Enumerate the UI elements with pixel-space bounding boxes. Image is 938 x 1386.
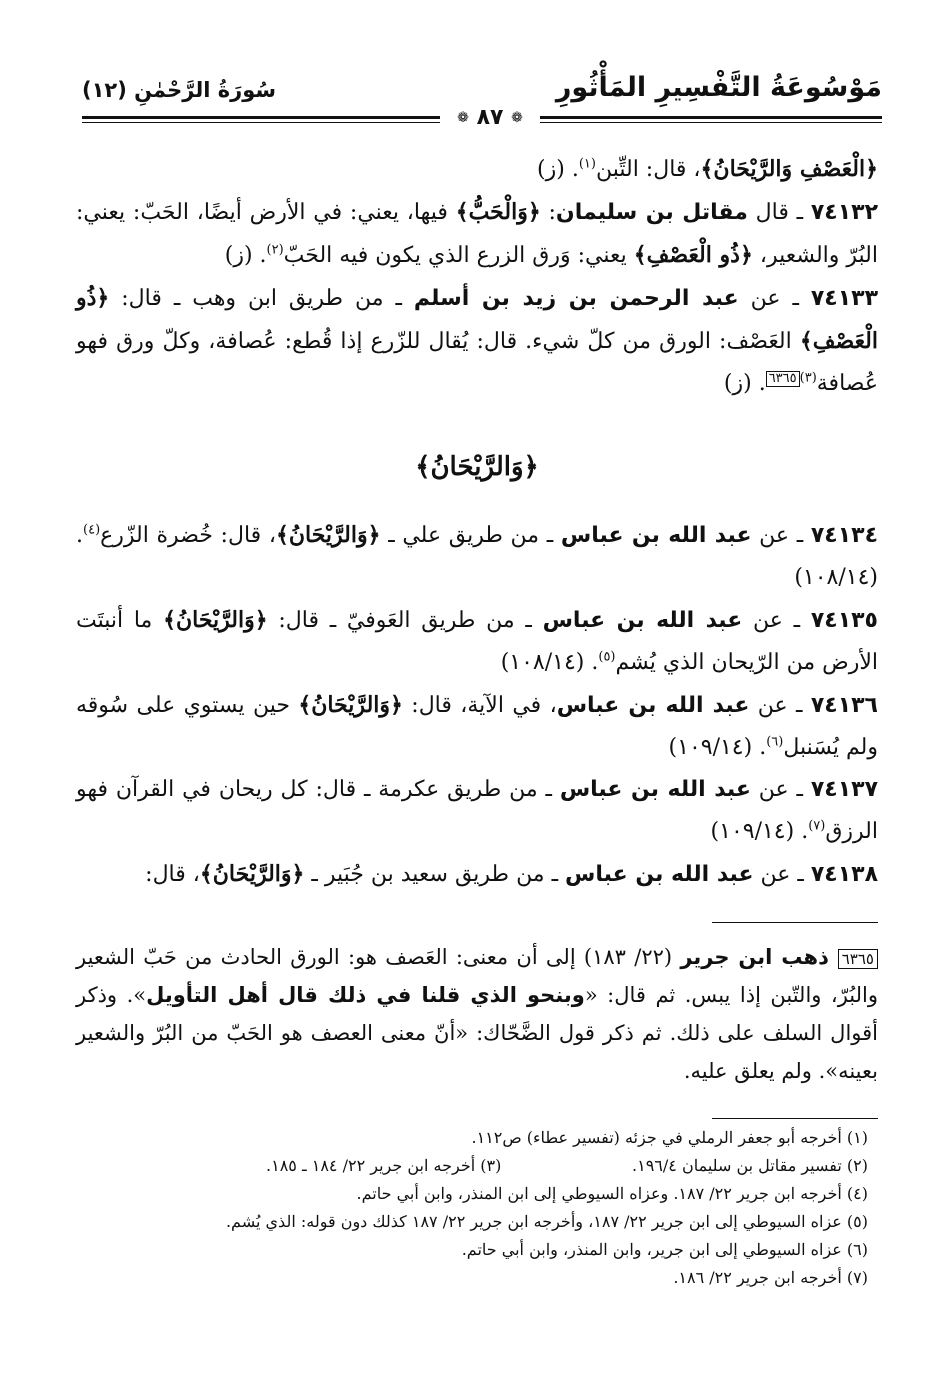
entry-74138: ٧٤١٣٨ ـ عن عبد الله بن عباس ـ من طريق سعيد بن جُبَير ـ ﴿وَالرَّيْحَانُ﴾، قال: bbox=[145, 861, 878, 887]
commentary-ref-box: ٦٣٦٥ bbox=[766, 371, 800, 387]
entry-74133: ٧٤١٣٣ ـ عن عبد الرحمن بن زيد بن أسلم ـ من طريق ابن وهب ـ قال: ﴿ذُو الْعَصْفِ﴾ العَصْف: الورق من كلّ شيء. قال: يُقال للزّرع إذا قُطع: عُصافة، وكلّ ورق فهو عُصافة$^{(٣)}$٦٣٦٥. (ز) bbox=[76, 285, 878, 396]
commentary-separator bbox=[712, 922, 878, 923]
continuation-line: ﴿الْعَصْفِ وَالرَّيْحَانُ﴾، قال: التِّبن$^{(١)}$. (ز) bbox=[537, 156, 878, 182]
main-text-2 bbox=[76, 514, 878, 896]
commentary-number-box: ٦٣٦٥ bbox=[838, 949, 878, 969]
footnote-7: (٧) أخرجه ابن جرير ٢٢/ ١٨٦. bbox=[673, 1268, 868, 1287]
entry-74137: ٧٤١٣٧ ـ عن عبد الله بن عباس ـ من طريق عكرمة ـ قال: كل ريحان في القرآن فهو الرزق$^{(٧)}$. (١٠٩/١٤) bbox=[76, 777, 878, 844]
page-number: ٨٧ bbox=[476, 105, 504, 130]
surah-title: سُورَةُ الرَّحْمٰنِ (١٢) bbox=[82, 78, 277, 102]
footnote-5: (٥) عزاه السيوطي إلى ابن جرير ٢٢/ ١٨٧، وأخرجه ابن جرير ٢٢/ ١٨٧ كذلك دون قوله: الذي يُشم. bbox=[225, 1212, 868, 1231]
footnote-row-2-3 bbox=[96, 1152, 868, 1180]
entry-74135: ٧٤١٣٥ ـ عن عبد الله بن عباس ـ من طريق العَوفيّ ـ قال: ﴿وَالرَّيْحَانُ﴾ ما أنبتَت الأرض من الرّيحان الذي يُشم$^{(٥)}$. (١٠٨/١٤) bbox=[76, 607, 878, 675]
footnotes bbox=[96, 1124, 868, 1292]
footnote-separator bbox=[712, 1118, 878, 1119]
footnote-6: (٦) عزاه السيوطي إلى ابن جرير، وابن المنذر، وابن أبي حاتم. bbox=[461, 1240, 868, 1259]
commentary-block: ٦٣٦٥ ذهب ابن جرير (٢٢/ ١٨٣) إلى أن معنى: العَصف هو: الورق الحادث من حَبّ الشعير والبُرّ، والتّبن إذا يبس. ثم قال: «وبنحو الذي قلنا في ذلك قال أهل التأويل». وذكر أقوال السلف على ذلك. ثم ذكر قول الضَّحّاك: «أنّ معنى العصف هو الحَبّ من البُرّ والشعير بعينه». ولم يعلق عليه. bbox=[76, 945, 878, 1083]
footnote-2: (٢) تفسير مقاتل بن سليمان ١٩٦/٤. bbox=[632, 1156, 868, 1175]
footnote-4: (٤) أخرجه ابن جرير ٢٢/ ١٨٧. وعزاه السيوطي إلى ابن المنذر، وابن أبي حاتم. bbox=[356, 1184, 868, 1203]
entry-74132: ٧٤١٣٢ ـ قال مقاتل بن سليمان: ﴿وَالْحَبُّ﴾ فيها، يعني: في الأرض أيضًا، الحَبّ: يعني: البُرّ والشعير، ﴿ذُو الْعَصْفِ﴾ يعني: وَرق الزرع الذي يكون فيه الحَبّ$^{(٢)}$. (ز) bbox=[76, 199, 879, 268]
footnote-3: (٣) أخرجه ابن جرير ٢٢/ ١٨٤ ـ ١٨٥. bbox=[266, 1156, 502, 1175]
main-text bbox=[76, 148, 878, 405]
book-title: مَوْسُوعَةُ التَّفْسِيرِ المَأْثُورِ bbox=[555, 72, 882, 103]
section-heading: ﴿وَالرَّيْحَانُ﴾ bbox=[415, 452, 539, 482]
ornament-icon: ❁ bbox=[457, 110, 469, 126]
commentary-author: ذهب ابن جرير bbox=[680, 945, 838, 969]
ornament-icon: ❁ bbox=[511, 110, 523, 126]
page-number-box bbox=[440, 104, 540, 132]
entry-74136: ٧٤١٣٦ ـ عن عبد الله بن عباس، في الآية، قال: ﴿وَالرَّيْحَانُ﴾ حين يستوي على سُوقه ولم يُسَنبل$^{(٦)}$. (١٠٩/١٤) bbox=[76, 692, 878, 760]
entry-74134: ٧٤١٣٤ ـ عن عبد الله بن عباس ـ من طريق علي ـ ﴿وَالرَّيْحَانُ﴾، قال: خُضرة الزّرع$^{(٤)}$. (١٠٨/١٤) bbox=[76, 522, 878, 590]
footnote-1: (١) أخرجه أبو جعفر الرملي في جزئه (تفسير عطاء) ص١١٢. bbox=[471, 1128, 868, 1147]
commentary-bold-quote: وبنحو الذي قلنا في ذلك قال أهل التأويل bbox=[146, 983, 585, 1007]
